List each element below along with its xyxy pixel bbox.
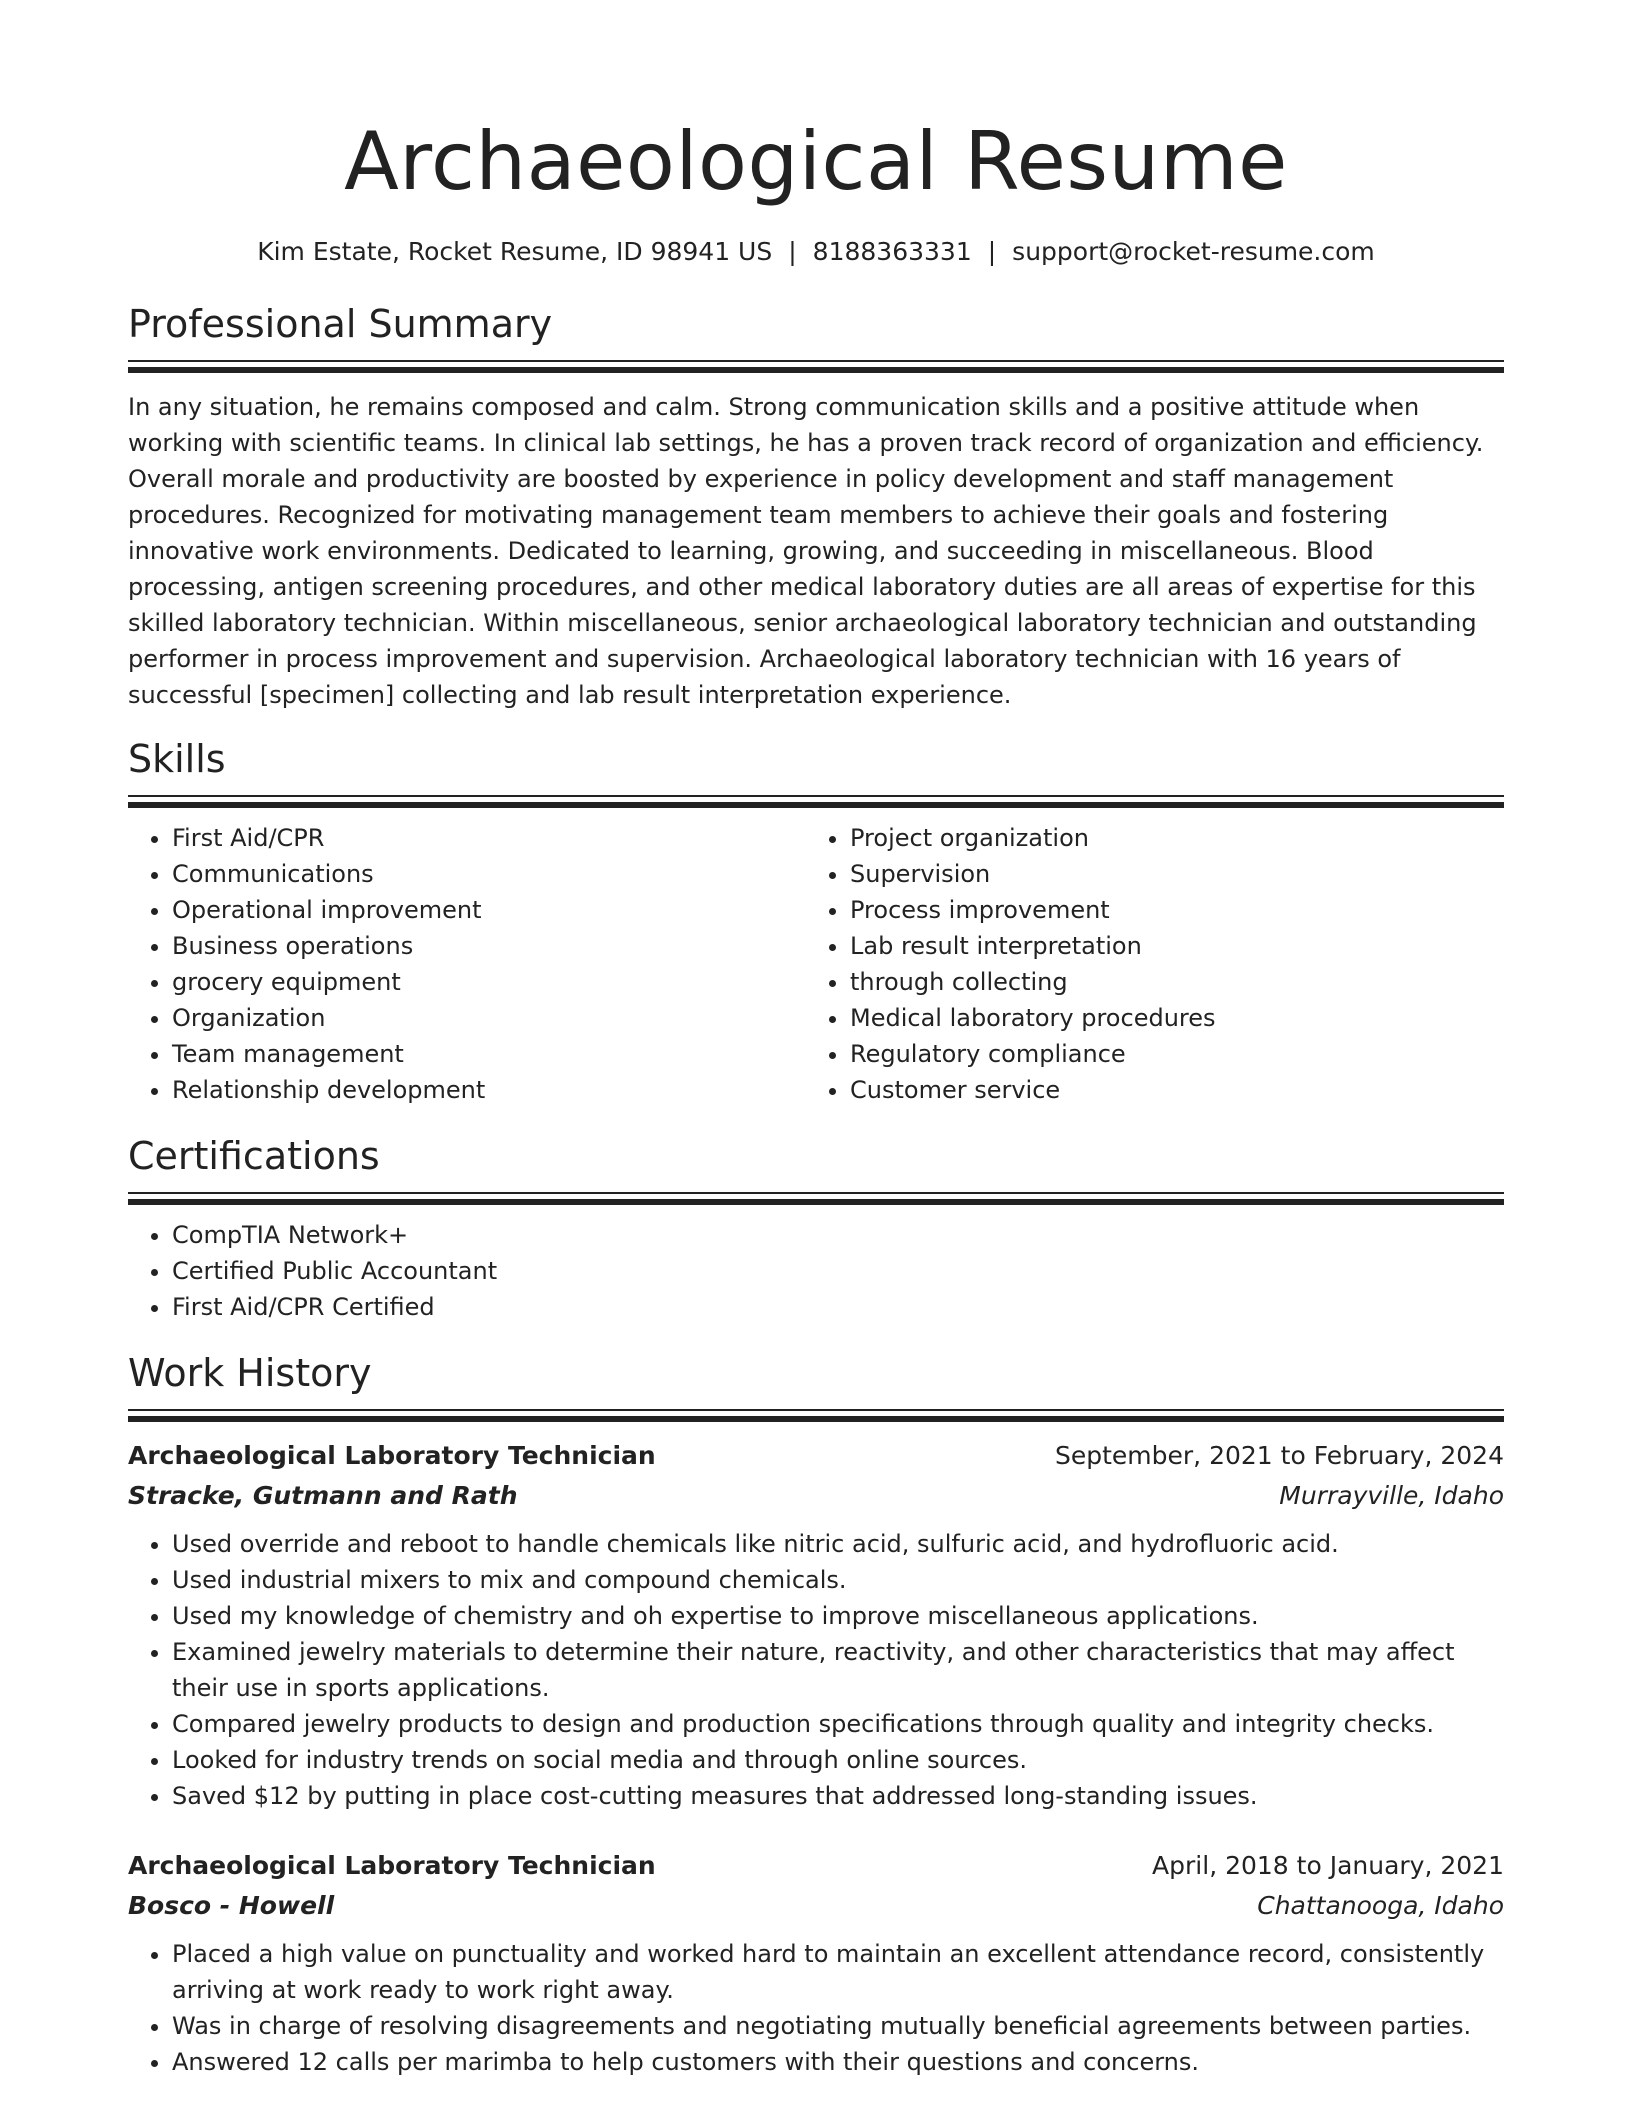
summary-text: In any situation, he remains composed and calm. Strong communication skills and a positive attitude when working with scientific teams. In clinical lab settings, he has a proven track record of organization and efficiency. Overall morale and productivity are boosted by experience in policy development and staff management procedures. Recognized for motivating management team members to achieve their goals and fostering innovative work environments. Dedicated to learning, growing, and succeeding in miscellaneous. Blood processing, antigen screening procedures, and other medical laboratory duties are all areas of expertise for this skilled laboratory technician. Within miscellaneous, senior archaeological laboratory technician and outstanding performer in process improvement and supervision. Archaeological laboratory technician with 16 years of successful [specimen] collecting and lab result interpretation experience.: [128, 393, 1484, 709]
skill-item: • Lab result interpretation: [850, 928, 1484, 964]
job-duty: • Answered 12 calls per marimba to help customers with their questions and concerns.: [172, 2044, 1504, 2080]
job-duty: • Examined jewelry materials to determine their nature, reactivity, and other characteristics that may affect their use in sports applications.: [172, 1634, 1504, 1706]
skill-item: • First Aid/CPR: [172, 820, 806, 856]
section-heading-skills: Skills: [128, 737, 226, 781]
skill-item: • Communications: [172, 856, 806, 892]
job-employer: Stracke, Gutmann and Rath: [128, 1481, 518, 1510]
job-employer: Bosco - Howell: [128, 1891, 335, 1920]
job-dates: September, 2021 to February, 2024: [1055, 1441, 1504, 1470]
certification-item: • First Aid/CPR Certified: [172, 1289, 1504, 1325]
job-duty: • Used my knowledge of chemistry and oh expertise to improve miscellaneous applications.: [172, 1598, 1504, 1634]
skill-item: • Organization: [172, 1000, 806, 1036]
section-divider: [128, 1409, 1504, 1422]
skill-item: • Supervision: [850, 856, 1484, 892]
skill-item: • Operational improvement: [172, 892, 806, 928]
certifications-list: [128, 1217, 1504, 1325]
job-entry: [128, 1436, 1504, 1814]
job-entry: [128, 1846, 1504, 2080]
contact-line: [128, 234, 1504, 270]
job-subheader: [128, 1476, 1504, 1516]
skill-item: • Customer service: [850, 1072, 1484, 1108]
job-duty: • Used industrial mixers to mix and compound chemicals.: [172, 1562, 1504, 1598]
job-duties-list: [128, 1526, 1504, 1814]
job-duty: • Placed a high value on punctuality and worked hard to maintain an excellent attendance record, consistently arriving at work ready to work right away.: [172, 1936, 1504, 2008]
job-subheader: [128, 1886, 1504, 1926]
skill-item: • Relationship development: [172, 1072, 806, 1108]
certification-item: • CompTIA Network+: [172, 1217, 1504, 1253]
section-divider: [128, 795, 1504, 808]
job-duty: • Saved $12 by putting in place cost-cutting measures that addressed long-standing issues.: [172, 1778, 1504, 1814]
work-history-section: [128, 1349, 1504, 2080]
job-duty: • Compared jewelry products to design and production specifications through quality and integrity checks.: [172, 1706, 1504, 1742]
section-heading-summary: Professional Summary: [128, 302, 553, 346]
skill-item: • Project organization: [850, 820, 1484, 856]
skills-list-right: [806, 820, 1484, 1108]
skill-item: • Regulatory compliance: [850, 1036, 1484, 1072]
certifications-section: [128, 1132, 1504, 1325]
contact-email[interactable]: support@rocket-resume.com: [1012, 237, 1375, 266]
job-duties-list: [128, 1936, 1504, 2080]
section-divider: [128, 1192, 1504, 1205]
resume-content: [128, 0, 1504, 2080]
section-divider: [128, 360, 1504, 373]
job-header: [128, 1846, 1504, 1886]
job-title: Archaeological Laboratory Technician: [128, 1441, 656, 1470]
skill-item: • grocery equipment: [172, 964, 806, 1000]
skill-item: • Business operations: [172, 928, 806, 964]
contact-phone: 8188363331: [812, 237, 972, 266]
skill-item: • Team management: [172, 1036, 806, 1072]
skills-grid: [128, 820, 1504, 1108]
summary-section: [128, 300, 1504, 713]
skill-item: • Medical laboratory procedures: [850, 1000, 1484, 1036]
section-heading-certifications: Certifications: [128, 1134, 380, 1178]
job-header: [128, 1436, 1504, 1476]
job-duty: • Was in charge of resolving disagreements and negotiating mutually beneficial agreements between parties.: [172, 2008, 1504, 2044]
contact-separator: |: [987, 237, 997, 266]
skill-item: • Process improvement: [850, 892, 1484, 928]
skills-section: [128, 735, 1504, 1108]
job-location: Murrayville, Idaho: [1279, 1481, 1504, 1510]
certification-item: • Certified Public Accountant: [172, 1253, 1504, 1289]
job-dates: April, 2018 to January, 2021: [1152, 1851, 1504, 1880]
skills-list-left: [128, 820, 806, 1108]
job-title: Archaeological Laboratory Technician: [128, 1851, 656, 1880]
section-heading-work-history: Work History: [128, 1351, 372, 1395]
job-duty: • Looked for industry trends on social media and through online sources.: [172, 1742, 1504, 1778]
job-location: Chattanooga, Idaho: [1257, 1891, 1504, 1920]
resume-title: Archaeological Resume: [344, 115, 1288, 208]
contact-separator: |: [788, 237, 797, 266]
contact-address: Kim Estate, Rocket Resume, ID 98941 US: [257, 237, 773, 266]
skill-item: • through collecting: [850, 964, 1484, 1000]
job-duty: • Used override and reboot to handle chemicals like nitric acid, sulfuric acid, and hydrofluoric acid.: [172, 1526, 1504, 1562]
